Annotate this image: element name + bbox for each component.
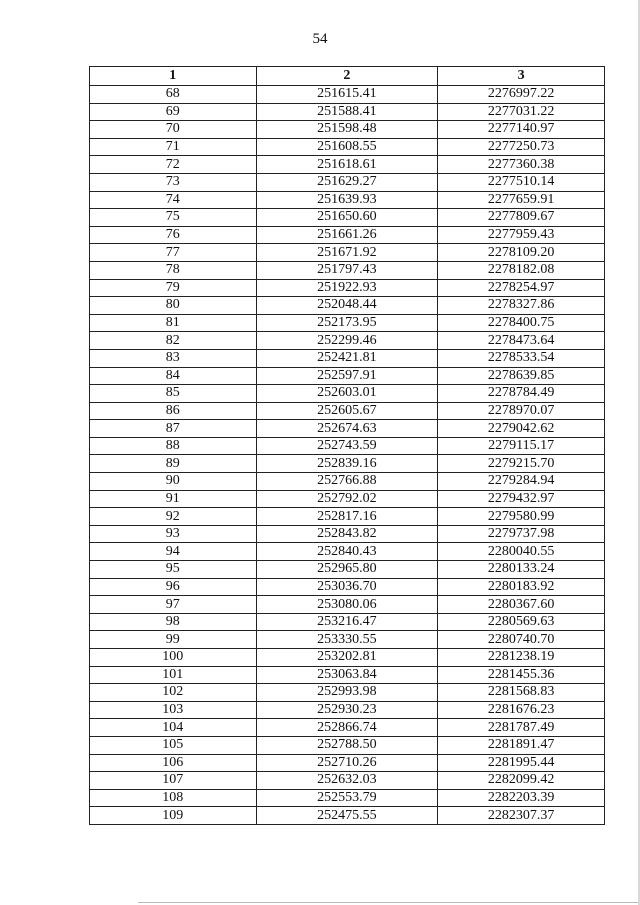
cell-x-coordinate: 252866.74 [256, 719, 438, 737]
cell-point-number: 76 [90, 226, 257, 244]
cell-point-number: 96 [90, 578, 257, 596]
cell-y-coordinate: 2277659.91 [438, 191, 605, 209]
cell-y-coordinate: 2279432.97 [438, 490, 605, 508]
table-row [90, 473, 605, 491]
cell-point-number: 68 [90, 86, 257, 104]
cell-x-coordinate: 252710.26 [256, 754, 438, 772]
table-row [90, 543, 605, 561]
table-row [90, 613, 605, 631]
cell-x-coordinate: 253330.55 [256, 631, 438, 649]
cell-point-number: 98 [90, 613, 257, 631]
cell-x-coordinate: 252788.50 [256, 736, 438, 754]
table-row [90, 156, 605, 174]
cell-x-coordinate: 251588.41 [256, 103, 438, 121]
cell-y-coordinate: 2279215.70 [438, 455, 605, 473]
cell-x-coordinate: 251922.93 [256, 279, 438, 297]
cell-point-number: 71 [90, 138, 257, 156]
cell-y-coordinate: 2279737.98 [438, 525, 605, 543]
cell-point-number: 100 [90, 649, 257, 667]
table-row [90, 402, 605, 420]
cell-y-coordinate: 2281787.49 [438, 719, 605, 737]
cell-y-coordinate: 2277031.22 [438, 103, 605, 121]
table-row [90, 138, 605, 156]
cell-y-coordinate: 2281676.23 [438, 701, 605, 719]
cell-y-coordinate: 2279580.99 [438, 508, 605, 526]
cell-x-coordinate: 252930.23 [256, 701, 438, 719]
table-row [90, 103, 605, 121]
cell-point-number: 95 [90, 561, 257, 579]
cell-point-number: 77 [90, 244, 257, 262]
table-row [90, 789, 605, 807]
cell-y-coordinate: 2278473.64 [438, 332, 605, 350]
cell-y-coordinate: 2277809.67 [438, 209, 605, 227]
cell-x-coordinate: 252173.95 [256, 314, 438, 332]
cell-x-coordinate: 252605.67 [256, 402, 438, 420]
table-row [90, 561, 605, 579]
cell-point-number: 87 [90, 420, 257, 438]
table-row [90, 420, 605, 438]
column-header-x: 2 [256, 67, 438, 86]
table-row [90, 437, 605, 455]
table-row [90, 701, 605, 719]
cell-x-coordinate: 251650.60 [256, 209, 438, 227]
table-row [90, 525, 605, 543]
cell-x-coordinate: 252843.82 [256, 525, 438, 543]
cell-x-coordinate: 252597.91 [256, 367, 438, 385]
cell-x-coordinate: 252743.59 [256, 437, 438, 455]
cell-x-coordinate: 252792.02 [256, 490, 438, 508]
cell-x-coordinate: 252299.46 [256, 332, 438, 350]
table-row [90, 649, 605, 667]
table-row [90, 209, 605, 227]
cell-point-number: 74 [90, 191, 257, 209]
cell-x-coordinate: 252993.98 [256, 684, 438, 702]
cell-y-coordinate: 2278970.07 [438, 402, 605, 420]
cell-point-number: 106 [90, 754, 257, 772]
cell-point-number: 79 [90, 279, 257, 297]
cell-y-coordinate: 2282203.39 [438, 789, 605, 807]
cell-y-coordinate: 2277360.38 [438, 156, 605, 174]
table-row [90, 261, 605, 279]
table-row [90, 807, 605, 825]
cell-x-coordinate: 252475.55 [256, 807, 438, 825]
table-row [90, 297, 605, 315]
cell-point-number: 84 [90, 367, 257, 385]
cell-y-coordinate: 2281568.83 [438, 684, 605, 702]
cell-y-coordinate: 2277140.97 [438, 121, 605, 139]
header-row [90, 67, 605, 86]
cell-y-coordinate: 2280040.55 [438, 543, 605, 561]
table-row [90, 332, 605, 350]
cell-y-coordinate: 2277959.43 [438, 226, 605, 244]
cell-point-number: 93 [90, 525, 257, 543]
cell-point-number: 104 [90, 719, 257, 737]
page-number: 54 [312, 31, 328, 47]
cell-point-number: 70 [90, 121, 257, 139]
cell-x-coordinate: 253216.47 [256, 613, 438, 631]
cell-point-number: 105 [90, 736, 257, 754]
cell-point-number: 108 [90, 789, 257, 807]
table-row [90, 490, 605, 508]
table-row [90, 578, 605, 596]
cell-point-number: 102 [90, 684, 257, 702]
cell-x-coordinate: 251618.61 [256, 156, 438, 174]
table-row [90, 772, 605, 790]
cell-y-coordinate: 2278533.54 [438, 349, 605, 367]
table-header [90, 67, 605, 86]
cell-x-coordinate: 252840.43 [256, 543, 438, 561]
cell-point-number: 85 [90, 385, 257, 403]
table-row [90, 314, 605, 332]
cell-x-coordinate: 251598.48 [256, 121, 438, 139]
table-row [90, 508, 605, 526]
cell-y-coordinate: 2277510.14 [438, 173, 605, 191]
column-header-y: 3 [438, 67, 605, 86]
cell-y-coordinate: 2277250.73 [438, 138, 605, 156]
cell-point-number: 75 [90, 209, 257, 227]
table-row [90, 279, 605, 297]
cell-y-coordinate: 2279042.62 [438, 420, 605, 438]
cell-y-coordinate: 2280183.92 [438, 578, 605, 596]
cell-point-number: 91 [90, 490, 257, 508]
table-row [90, 121, 605, 139]
cell-x-coordinate: 251661.26 [256, 226, 438, 244]
cell-x-coordinate: 252048.44 [256, 297, 438, 315]
table-row [90, 385, 605, 403]
cell-x-coordinate: 253063.84 [256, 666, 438, 684]
cell-point-number: 89 [90, 455, 257, 473]
cell-y-coordinate: 2278327.86 [438, 297, 605, 315]
cell-x-coordinate: 252817.16 [256, 508, 438, 526]
cell-y-coordinate: 2279284.94 [438, 473, 605, 491]
table-row [90, 86, 605, 104]
table-row [90, 455, 605, 473]
table-row [90, 226, 605, 244]
cell-x-coordinate: 252553.79 [256, 789, 438, 807]
cell-y-coordinate: 2278182.08 [438, 261, 605, 279]
table-row [90, 736, 605, 754]
cell-x-coordinate: 251639.93 [256, 191, 438, 209]
cell-x-coordinate: 252965.80 [256, 561, 438, 579]
table-body [90, 86, 605, 825]
cell-point-number: 86 [90, 402, 257, 420]
cell-x-coordinate: 251797.43 [256, 261, 438, 279]
cell-y-coordinate: 2279115.17 [438, 437, 605, 455]
cell-point-number: 92 [90, 508, 257, 526]
cell-point-number: 103 [90, 701, 257, 719]
cell-x-coordinate: 252632.03 [256, 772, 438, 790]
cell-point-number: 78 [90, 261, 257, 279]
cell-x-coordinate: 251671.92 [256, 244, 438, 262]
table-row [90, 349, 605, 367]
table-row [90, 191, 605, 209]
table-row [90, 719, 605, 737]
cell-y-coordinate: 2278784.49 [438, 385, 605, 403]
cell-y-coordinate: 2278639.85 [438, 367, 605, 385]
cell-x-coordinate: 252766.88 [256, 473, 438, 491]
cell-x-coordinate: 252421.81 [256, 349, 438, 367]
cell-y-coordinate: 2278400.75 [438, 314, 605, 332]
cell-x-coordinate: 253202.81 [256, 649, 438, 667]
table-row [90, 631, 605, 649]
cell-y-coordinate: 2281455.36 [438, 666, 605, 684]
cell-point-number: 99 [90, 631, 257, 649]
table-row [90, 173, 605, 191]
cell-y-coordinate: 2282307.37 [438, 807, 605, 825]
cell-y-coordinate: 2281995.44 [438, 754, 605, 772]
cell-y-coordinate: 2278109.20 [438, 244, 605, 262]
cell-point-number: 73 [90, 173, 257, 191]
table-row [90, 754, 605, 772]
table-row [90, 666, 605, 684]
cell-y-coordinate: 2281891.47 [438, 736, 605, 754]
cell-point-number: 81 [90, 314, 257, 332]
cell-x-coordinate: 251615.41 [256, 86, 438, 104]
cell-y-coordinate: 2280740.70 [438, 631, 605, 649]
table-row [90, 367, 605, 385]
cell-x-coordinate: 252603.01 [256, 385, 438, 403]
cell-point-number: 107 [90, 772, 257, 790]
cell-y-coordinate: 2280569.63 [438, 613, 605, 631]
cell-x-coordinate: 251608.55 [256, 138, 438, 156]
table-row [90, 244, 605, 262]
column-header-point: 1 [90, 67, 257, 86]
cell-point-number: 83 [90, 349, 257, 367]
cell-y-coordinate: 2280367.60 [438, 596, 605, 614]
cell-point-number: 69 [90, 103, 257, 121]
cell-point-number: 88 [90, 437, 257, 455]
cell-point-number: 80 [90, 297, 257, 315]
cell-x-coordinate: 252839.16 [256, 455, 438, 473]
cell-point-number: 94 [90, 543, 257, 561]
cell-y-coordinate: 2282099.42 [438, 772, 605, 790]
cell-point-number: 97 [90, 596, 257, 614]
cell-point-number: 90 [90, 473, 257, 491]
cell-x-coordinate: 253080.06 [256, 596, 438, 614]
cell-y-coordinate: 2278254.97 [438, 279, 605, 297]
scan-edge-line [138, 902, 640, 903]
cell-x-coordinate: 253036.70 [256, 578, 438, 596]
cell-y-coordinate: 2276997.22 [438, 86, 605, 104]
cell-point-number: 82 [90, 332, 257, 350]
table-row [90, 684, 605, 702]
cell-point-number: 72 [90, 156, 257, 174]
cell-point-number: 101 [90, 666, 257, 684]
coordinates-table [89, 66, 605, 825]
cell-y-coordinate: 2280133.24 [438, 561, 605, 579]
table-row [90, 596, 605, 614]
cell-x-coordinate: 252674.63 [256, 420, 438, 438]
cell-y-coordinate: 2281238.19 [438, 649, 605, 667]
cell-x-coordinate: 251629.27 [256, 173, 438, 191]
cell-point-number: 109 [90, 807, 257, 825]
